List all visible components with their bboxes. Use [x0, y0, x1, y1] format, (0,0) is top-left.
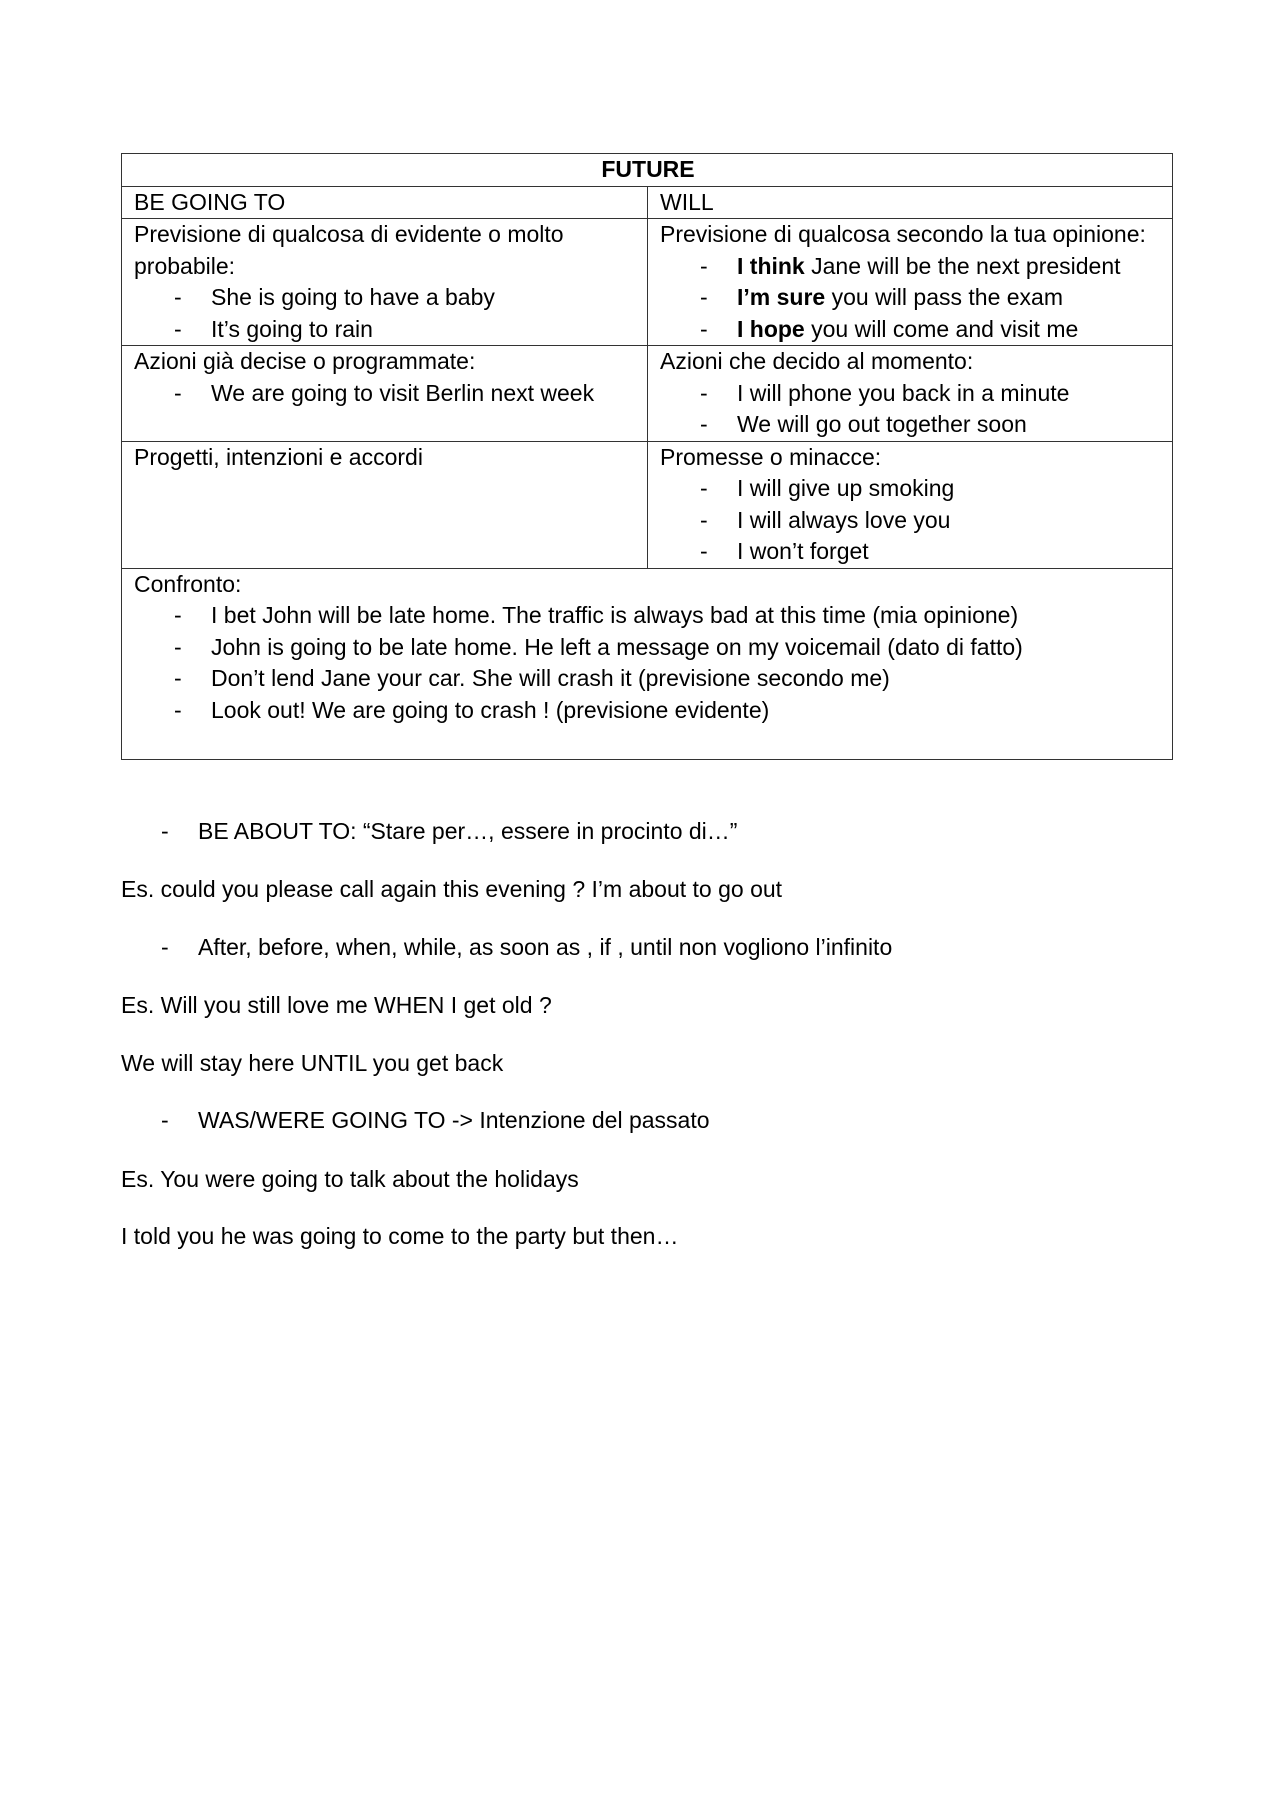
dash-mark: -: [161, 1107, 169, 1133]
table-title-row: [122, 154, 1173, 187]
list-item: - She is going to have a baby: [134, 282, 637, 314]
example-be-about-to: Es. could you please call again this evening ? I’m about to go out: [121, 876, 783, 902]
list-item: - Look out! We are going to crash ! (previsione evidente): [134, 695, 1162, 727]
header-will: WILL: [648, 186, 1173, 219]
table-title: FUTURE: [122, 154, 1173, 187]
dash-mark: -: [174, 633, 182, 660]
list-item: - We will go out together soon: [660, 409, 1162, 441]
cell-heading: Azioni che decido al momento:: [660, 348, 974, 374]
example-list: [134, 378, 637, 410]
list-item: - I will always love you: [660, 505, 1162, 537]
dash-mark: -: [700, 538, 708, 564]
table-row-prediction: [122, 219, 1173, 346]
cell-going-to-planned: [122, 346, 648, 442]
dash-mark: -: [700, 411, 708, 437]
example-until: We will stay here UNTIL you get back: [121, 1049, 504, 1076]
dash-mark: -: [700, 475, 708, 501]
header-be-going-to: BE GOING TO: [122, 186, 648, 219]
table-header-row: [122, 186, 1173, 219]
cell-comparison: [122, 568, 1173, 759]
list-item: - I’m sure you will pass the exam: [660, 282, 1162, 314]
list-item: - I bet John will be late home. The traffic is always bad at this time (mia opinione): [134, 600, 1162, 632]
cell-going-to-plans: [122, 441, 648, 568]
dash-mark: -: [174, 602, 182, 628]
table-row-decisions: [122, 346, 1173, 442]
dash-mark: -: [161, 817, 169, 844]
dash-mark: -: [700, 284, 708, 310]
list-item: - I will phone you back in a minute: [660, 378, 1162, 410]
dash-mark: -: [161, 933, 169, 960]
note-be-about-to: - BE ABOUT TO: “Stare per…, essere in procinto di…”: [121, 816, 1173, 848]
notes-section: [121, 816, 1173, 1253]
cell-heading: Progetti, intenzioni e accordi: [134, 443, 423, 470]
example-party: I told you he was going to come to the party but then…: [121, 1223, 679, 1249]
cell-heading: Previsione di qualcosa secondo la tua opinione:: [660, 221, 1146, 247]
cell-going-to-prediction: [122, 219, 648, 346]
list-item: - I think Jane will be the next president: [660, 251, 1162, 283]
dash-mark: -: [700, 252, 708, 279]
cell-will-instant: [648, 346, 1173, 442]
list-item: - We are going to visit Berlin next week: [134, 378, 637, 410]
cell-will-prediction: [648, 219, 1173, 346]
table-row-comparison: [122, 568, 1173, 759]
cell-heading: Previsione di qualcosa di evidente o molto probabile:: [134, 221, 564, 279]
emphasis: I’m sure: [737, 284, 826, 310]
cell-heading: Azioni già decise o programmate:: [134, 348, 476, 374]
example-holidays: Es. You were going to talk about the holidays: [121, 1165, 579, 1192]
dash-mark: -: [174, 284, 182, 310]
dash-mark: -: [700, 315, 708, 342]
cell-heading: Promesse o minacce:: [660, 443, 882, 470]
dash-mark: -: [700, 506, 708, 533]
table-row-plans: [122, 441, 1173, 568]
future-table: [121, 153, 1173, 760]
document-page: [121, 153, 1173, 1279]
example-list: [660, 473, 1162, 568]
list-item: - I will give up smoking: [660, 473, 1162, 505]
list-item: - It’s going to rain: [134, 314, 637, 346]
emphasis: I hope: [737, 315, 805, 342]
note-was-going-to: - WAS/WERE GOING TO -> Intenzione del passato: [121, 1105, 1173, 1137]
list-item: - I won’t forget: [660, 536, 1162, 568]
dash-mark: -: [700, 379, 708, 406]
example-list: [660, 251, 1162, 346]
comparison-list: [134, 600, 1162, 726]
dash-mark: -: [174, 379, 182, 406]
list-item: - I hope you will come and visit me: [660, 314, 1162, 346]
comparison-label: Confronto:: [134, 570, 242, 597]
dash-mark: -: [174, 665, 182, 691]
emphasis: I think: [737, 252, 805, 279]
dash-mark: -: [174, 696, 182, 723]
example-list: [134, 282, 637, 345]
cell-will-promises: [648, 441, 1173, 568]
note-time-clauses: - After, before, when, while, as soon as , if , until non vogliono l’infinito: [121, 932, 1173, 964]
example-when: Es. Will you still love me WHEN I get old ?: [121, 992, 552, 1018]
example-list: [660, 378, 1162, 441]
list-item: - John is going to be late home. He left a message on my voicemail (dato di fatto): [134, 632, 1162, 664]
dash-mark: -: [174, 315, 182, 342]
list-item: - Don’t lend Jane your car. She will crash it (previsione secondo me): [134, 663, 1162, 695]
